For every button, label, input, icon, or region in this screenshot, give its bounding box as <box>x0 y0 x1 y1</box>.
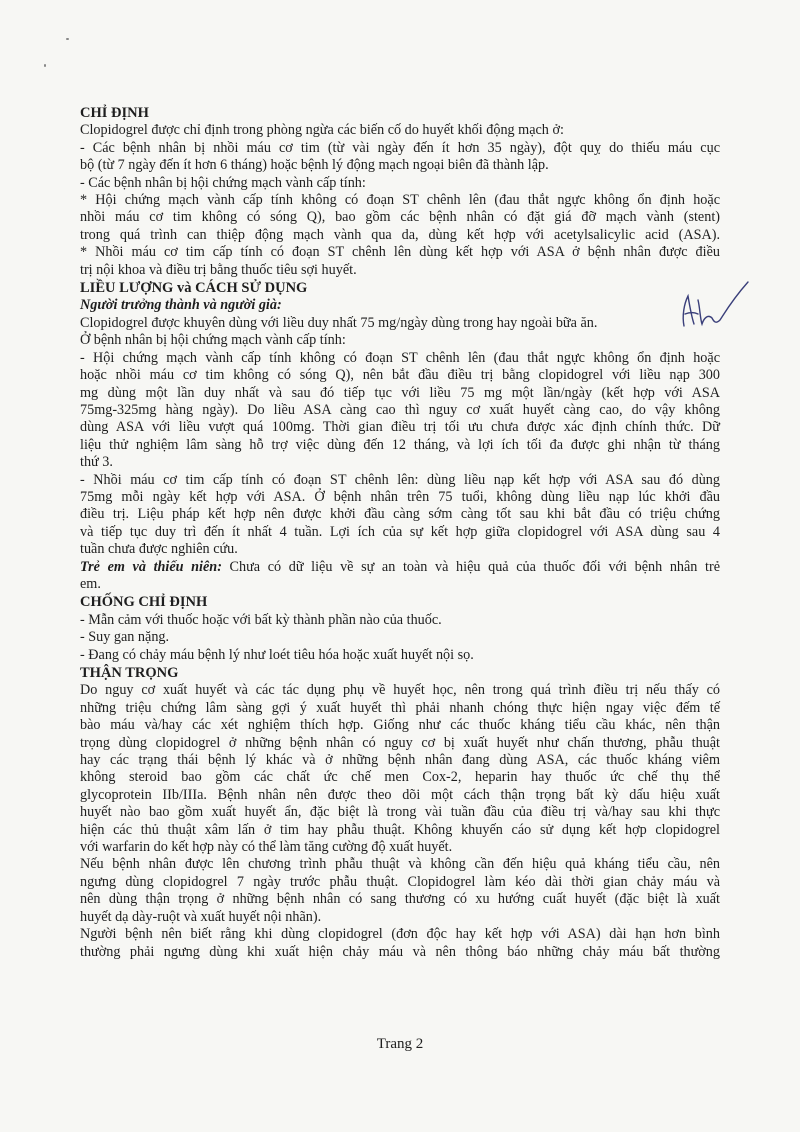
paragraph-line: điều trị. Liệu pháp kết hợp nên được khởi đầu càng sớm càng tốt sau khi bắt đầu có triệu chứng <box>80 506 720 523</box>
paragraph-line: trong quá trình can thiệp động mạch vành qua da, dùng kết hợp với acetylsalicylic acid (ASA). <box>80 226 720 243</box>
section-heading-lieu-luong: LIỀU LƯỢNG và CÁCH SỬ DỤNG <box>80 280 308 297</box>
paragraph-line: trọng dùng clopidogrel ở những bệnh nhân có nguy cơ bị xuất huyết như chấn thương, phẫu thuật <box>80 734 720 751</box>
paragraph-line: những triệu chứng lâm sàng gợi ý xuất huyết thì phải nhanh chóng thực hiện ngay việc đếm tế <box>80 699 720 716</box>
paragraph-line: hoặc nhồi máu cơ tim không có sóng Q), nên bắt đầu điều trị bằng clopidogrel với liều nạp 300 <box>80 367 720 384</box>
paragraph-line: - Nhồi máu cơ tim cấp tính có đoạn ST chênh lên: dùng liều nạp kết hợp với ASA sau đó dùng <box>80 471 720 488</box>
paragraph-line: Clopidogrel được khuyên dùng với liều duy nhất 75 mg/ngày dùng trong hay ngoài bữa ăn. <box>80 314 598 331</box>
paragraph-line: - Các bệnh nhân bị nhồi máu cơ tim (từ vài ngày đến ít hơn 35 ngày), đột quỵ do thiếu máu cục <box>80 139 720 156</box>
section-heading-than-trong: THẬN TRỌNG <box>80 665 179 681</box>
paragraph-line-children <box>80 559 720 576</box>
paragraph-line: Clopidogrel được chỉ định trong phòng ngừa các biến cố do huyết khối động mạch ở: <box>80 122 564 139</box>
paragraph-line: * Hội chứng mạch vành cấp tính không có đoạn ST chênh lên (đau thắt ngực không ổn định hoặc <box>80 192 720 209</box>
paragraph-line: nhồi máu cơ tim không có sóng Q), bao gồm các bệnh nhân có đặt giá đỡ mạch vành (stent) <box>80 209 720 226</box>
subheading-adults: Người trưởng thành và người già: <box>80 297 282 314</box>
paragraph-line: hiện các thủ thuật xâm lấn ở tim hay phẫu thuật. Không khuyến cáo sử dụng kết hợp clopidogrel <box>80 821 720 838</box>
paragraph-line: liệu thử nghiệm lâm sàng hỗ trợ việc dùng đến 12 tháng, và lợi ích tối đa được ghi nhận từ tháng <box>80 436 720 453</box>
paragraph-line: huyết dạ dày-ruột và xuất huyết nội nhãn). <box>80 908 322 925</box>
scan-speck <box>66 38 69 40</box>
paragraph-line: - Hội chứng mạch vành cấp tính không có đoạn ST chênh lên (đau thắt ngực không ổn định hoặc <box>80 349 720 366</box>
paragraph-line: hay các trạng thái bệnh lý khác và ở những bệnh nhân đang dùng ASA, các thuốc kháng viêm <box>80 752 720 769</box>
paragraph-line: mg dùng một lần duy nhất và sau đó tiếp tục với liều 75 mg một lần/ngày (kết hợp với ASA <box>80 384 720 401</box>
document-page <box>80 104 720 961</box>
list-item: - Suy gan nặng. <box>80 629 170 646</box>
paragraph-line: Do nguy cơ xuất huyết và các tác dụng phụ về huyết học, nên trong quá trình điều trị nếu thấy có <box>80 682 720 699</box>
paragraph-line: trị nội khoa và điều trị bằng thuốc tiêu sợi huyết. <box>80 261 357 278</box>
paragraph-line: không steroid bao gồm các chất ức chế men Cox-2, heparin hay thuốc ức chế thụ thể <box>80 769 720 786</box>
paragraph-line: và tiếp tục duy trì đến ít nhất 4 tuần. Lợi ích của sự kết hợp giữa clopidogrel với ASA dùng sau 4 <box>80 523 720 540</box>
paragraph-line: bào máu và/hay các xét nghiệm thích hợp. Giống như các thuốc kháng tiểu cầu khác, nên thận <box>80 717 720 734</box>
list-item: - Mẫn cảm với thuốc hoặc với bất kỳ thành phần nào của thuốc. <box>80 611 442 628</box>
paragraph-line: - Các bệnh nhân bị hội chứng mạch vành cấp tính: <box>80 174 366 191</box>
paragraph-line: 75mg mỗi ngày kết hợp với ASA. Ở bệnh nhân trên 75 tuổi, không dùng liều nạp lúc khởi đầu <box>80 488 720 505</box>
paragraph-line: tuần chưa được nghiên cứu. <box>80 541 238 558</box>
paragraph-line: nên dùng thận trọng ở những bệnh nhân có sang thương có xu hướng cuất huyết (đặc biệt là xuất <box>80 891 720 908</box>
paragraph-line: Nếu bệnh nhân được lên chương trình phẫu thuật và không cần đến hiệu quả kháng tiểu cầu, nên <box>80 856 720 873</box>
paragraph-line: glycoprotein IIb/IIIa. Bệnh nhân nên được theo dõi một cách thận trọng bất kỳ dấu hiệu xuất <box>80 786 720 803</box>
paragraph-line: * Nhồi máu cơ tim cấp tính có đoạn ST chênh lên dùng kết hợp với ASA ở bệnh nhân được điều <box>80 244 720 261</box>
paragraph-line: dùng ASA với liều vượt quá 100mg. Thời gian điều trị tối ưu chưa được xác định chính thức. Dữ <box>80 419 720 436</box>
page-number: Trang 2 <box>376 1036 424 1052</box>
paragraph-line: thường phải ngưng dùng khi xuất hiện chảy máu và nên thông báo những chảy máu bất thường <box>80 943 720 960</box>
paragraph-line: Người bệnh nên biết rằng khi dùng clopidogrel (đơn độc hay kết hợp với ASA) dài hạn hơn bình <box>80 926 720 943</box>
scan-speck <box>44 64 46 67</box>
paragraph-line: thứ 3. <box>80 454 113 471</box>
children-text: Chưa có dữ liệu về sự an toàn và hiệu quả của thuốc đối với bệnh nhân trẻ <box>221 558 720 575</box>
section-heading-chi-dinh: CHỈ ĐỊNH <box>80 105 149 121</box>
paragraph-line: em. <box>80 575 101 592</box>
children-label: Trẻ em và thiếu niên: <box>80 558 222 575</box>
paragraph-line: 75mg-325mg hàng ngày). Do liều ASA càng cao thì nguy cơ xuất huyết càng cao, do vậy không <box>80 401 720 418</box>
paragraph-line: Ở bệnh nhân bị hội chứng mạch vành cấp tính: <box>80 332 346 349</box>
list-item: - Đang có chảy máu bệnh lý như loét tiêu hóa hoặc xuất huyết nội sọ. <box>80 646 474 663</box>
section-heading-chong-chi-dinh: CHỐNG CHỈ ĐỊNH <box>80 594 208 611</box>
paragraph-line: với warfarin do kết hợp này có thể làm tăng cường độ xuất huyết. <box>80 839 453 856</box>
paragraph-line: bộ (từ 7 ngày đến ít hơn 6 tháng) hoặc bệnh lý động mạch ngoại biên đã thành lập. <box>80 157 549 174</box>
paragraph-line: huyết nào bao gồm xuất huyết ẩn, đặc biệt là trong vài tuần đầu của điều trị và/hay sau khi thực <box>80 804 720 821</box>
paragraph-line: ngưng dùng clopidogrel 7 ngày trước phẫu thuật. Clopidogrel làm kéo dài thời gian chảy máu và <box>80 873 720 890</box>
